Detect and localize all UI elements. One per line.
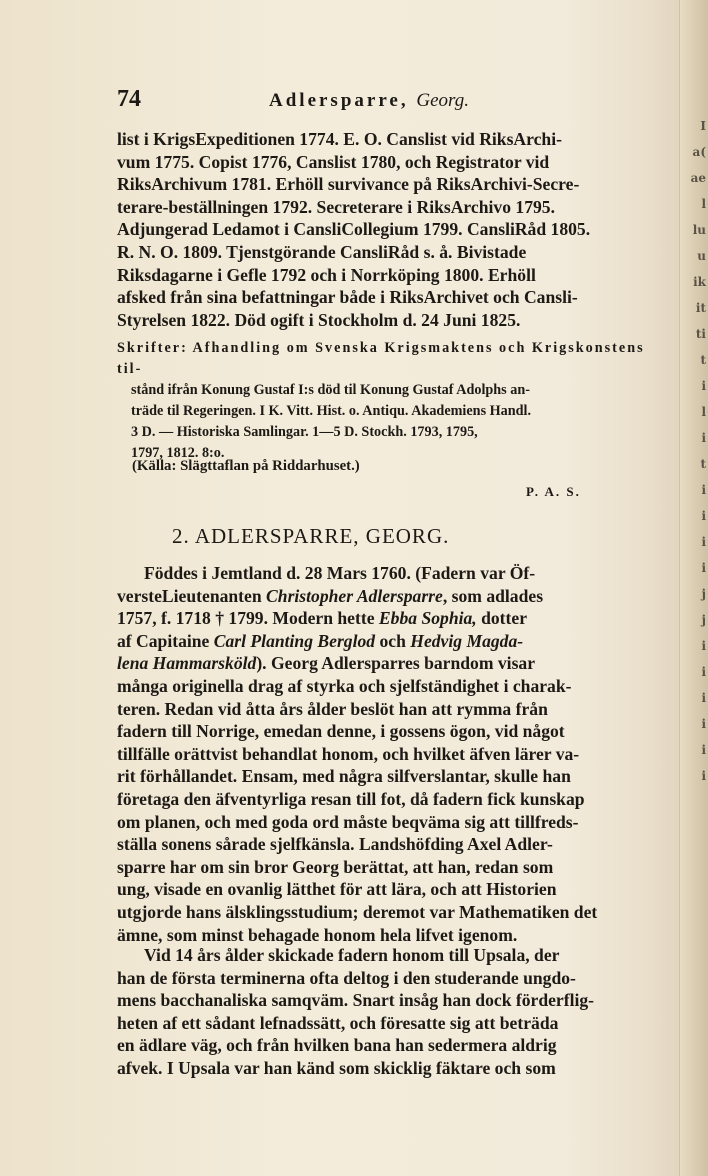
text-line <box>117 698 652 721</box>
text-segment: tillfälle orättvist behandlat honom, och hvilket äfven lärer va- <box>117 743 580 764</box>
text-segment: många originella drag af styrka och sjelfständighet i charak- <box>117 675 572 696</box>
text-segment: versteLieutenanten <box>117 585 267 606</box>
bleed-mark: a( <box>692 145 706 159</box>
text-line: Riksdagarne i Gefle 1792 och i Norrköping 1800. Erhöll <box>117 264 536 285</box>
text-segment: ställa sonens sårade sjelfkänsla. Landshöfding Axel Adler- <box>117 834 553 855</box>
bleed-mark: ae <box>690 171 706 185</box>
text-line: en ädlare väg, och från hvilken bana han sedermera aldrig <box>117 1035 557 1056</box>
bleed-mark: it <box>695 301 706 315</box>
italic-name: lena Hammarsköld <box>117 653 257 674</box>
bleed-mark: i <box>701 743 706 757</box>
italic-name: Ebba Sophia, <box>378 608 477 629</box>
second-article-paragraph-2 <box>117 944 652 1080</box>
text-line: han de första terminerna ofta deltog i den studerande ungdo- <box>117 967 576 988</box>
bleed-mark: ti <box>695 327 706 341</box>
page-number: 74 <box>117 86 141 112</box>
text-line: Styrelsen 1822. Död ogift i Stockholm d. 24 Juni 1825. <box>117 309 521 330</box>
bleed-mark: i <box>701 483 706 497</box>
text-line <box>117 833 652 856</box>
first-article-body <box>117 128 652 331</box>
text-line: RiksArchivum 1781. Erhöll survivance på RiksArchivi-Secre- <box>117 174 580 195</box>
text-line: mens bacchanaliska samqväm. Snart insåg han dock förderflig- <box>117 990 595 1011</box>
text-line <box>117 901 652 924</box>
writings-line: träde til Regeringen. I K. Vitt. Hist. o. Antiqu. Akademiens Handl. <box>131 403 532 419</box>
text-segment: företaga den äfventyrliga resan till fot, då fadern fick kunskap <box>117 788 585 809</box>
bleed-mark: ik <box>693 275 706 289</box>
text-line <box>117 675 652 698</box>
text-line: list i KrigsExpeditionen 1774. E. O. Canslist vid RiksArchi- <box>117 129 562 149</box>
text-line: heten af ett sådant lefnadssätt, och föresatte sig att beträda <box>117 1012 559 1033</box>
running-header <box>117 86 597 116</box>
text-line <box>117 878 652 901</box>
text-line <box>117 585 652 608</box>
bleed-mark: I <box>700 119 706 133</box>
bleed-mark: j <box>701 587 706 601</box>
running-title-italic: Georg. <box>416 90 469 111</box>
text-line: R. N. O. 1809. Tjenstgörande CansliRåd s. å. Bivistade <box>117 241 527 262</box>
bleed-mark: l <box>701 197 706 211</box>
bleed-mark: i <box>701 561 706 575</box>
text-segment: sparre har om sin bror Georg berättat, att han, redan som <box>117 856 554 877</box>
text-segment: fadern till Norrige, emedan denne, i gossens ögon, vid något <box>117 721 565 742</box>
text-line: Vid 14 års ålder skickade fadern honom till Upsala, der <box>144 945 560 965</box>
text-line <box>117 562 652 585</box>
text-line: terare-beställningen 1792. Secreterare i RiksArchivo 1795. <box>117 196 555 217</box>
facing-page-edge <box>679 0 708 1176</box>
text-line <box>117 630 652 653</box>
text-segment: 1757, f. 1718 † 1799. Modern hette <box>117 608 379 629</box>
text-line: afvek. I Upsala var han känd som skicklig fäktare och som <box>117 1057 556 1078</box>
text-line: Adjungerad Ledamot i CansliCollegium 1799. CansliRåd 1805. <box>117 219 591 240</box>
italic-name: Christopher Adlersparre <box>266 585 443 606</box>
text-line: afsked från sina befattningar både i RiksArchivet och Cansli- <box>117 287 578 308</box>
text-line <box>117 924 652 947</box>
bleed-mark: lu <box>692 223 706 237</box>
italic-name: Carl Planting Berglod <box>213 630 376 651</box>
text-line <box>117 743 652 766</box>
text-segment: af Capitaine <box>117 630 214 651</box>
second-article-paragraph-1 <box>117 562 652 946</box>
text-line <box>117 811 652 834</box>
text-line: vum 1775. Copist 1776, Canslist 1780, och Registrator vid <box>117 151 550 172</box>
text-segment: ). Georg Adlersparres barndom visar <box>256 653 536 674</box>
text-line <box>117 788 652 811</box>
bleed-mark: i <box>701 717 706 731</box>
text-segment: teren. Redan vid åtta års ålder beslöt han att rymma från <box>117 698 548 719</box>
writings-line: stånd ifrån Konung Gustaf I:s död til Konung Gustaf Adolphs an- <box>131 382 530 398</box>
text-segment: ämne, som minst behagade honom hela lifvet igenom. <box>117 924 518 945</box>
bleed-mark: i <box>701 691 706 705</box>
bleed-mark: i <box>701 535 706 549</box>
bleed-mark: i <box>701 665 706 679</box>
text-segment: om planen, och med goda ord måste beqväma sig att tillfreds- <box>117 811 579 832</box>
author-signature: P. A. S. <box>526 484 581 499</box>
writings-line: 1797, 1812. 8:o. <box>131 445 225 461</box>
text-line <box>117 765 652 788</box>
bleed-mark: l <box>701 405 706 419</box>
bleed-mark: i <box>701 379 706 393</box>
bleed-mark: i <box>701 769 706 783</box>
bleed-mark: j <box>701 613 706 627</box>
text-segment: rit förhållandet. Ensam, med några silfverslantar, skulle han <box>117 766 571 787</box>
writings-list <box>117 338 652 464</box>
bleed-mark: u <box>697 249 706 263</box>
article-title: 2. ADLERSPARRE, GEORG. <box>172 524 450 548</box>
text-segment: Föddes i Jemtland d. 28 Mars 1760. (Fadern var Öf- <box>144 563 536 583</box>
text-line <box>117 856 652 879</box>
bleed-mark: i <box>701 509 706 523</box>
bleed-mark: i <box>701 431 706 445</box>
text-segment: , som adlades <box>442 585 544 606</box>
text-line <box>117 607 652 630</box>
bleed-mark: t <box>700 457 706 471</box>
text-line <box>117 720 652 743</box>
italic-name: Hedvig Magda- <box>410 630 524 651</box>
source-note: (Källa: Slägttaflan på Riddarhuset.) <box>132 458 360 474</box>
text-segment: dotter <box>476 608 528 629</box>
running-title: Adlersparre, Georg. <box>269 90 469 111</box>
text-segment: utgjorde hans älsklingsstudium; deremot var Mathematiken det <box>117 901 598 922</box>
bleed-mark: i <box>701 639 706 653</box>
writings-line: Skrifter: Afhandling om Svenska Krigsmaktens och Krigskonstens til- <box>117 340 645 377</box>
text-segment: ung, visade en ovanlig lätthet för att lära, och att Historien <box>117 879 557 900</box>
bleed-mark: t <box>700 353 706 367</box>
text-segment: och <box>375 630 411 651</box>
writings-line: 3 D. — Historiska Samlingar. 1—5 D. Stockh. 1793, 1795, <box>131 424 478 440</box>
text-line <box>117 652 652 675</box>
